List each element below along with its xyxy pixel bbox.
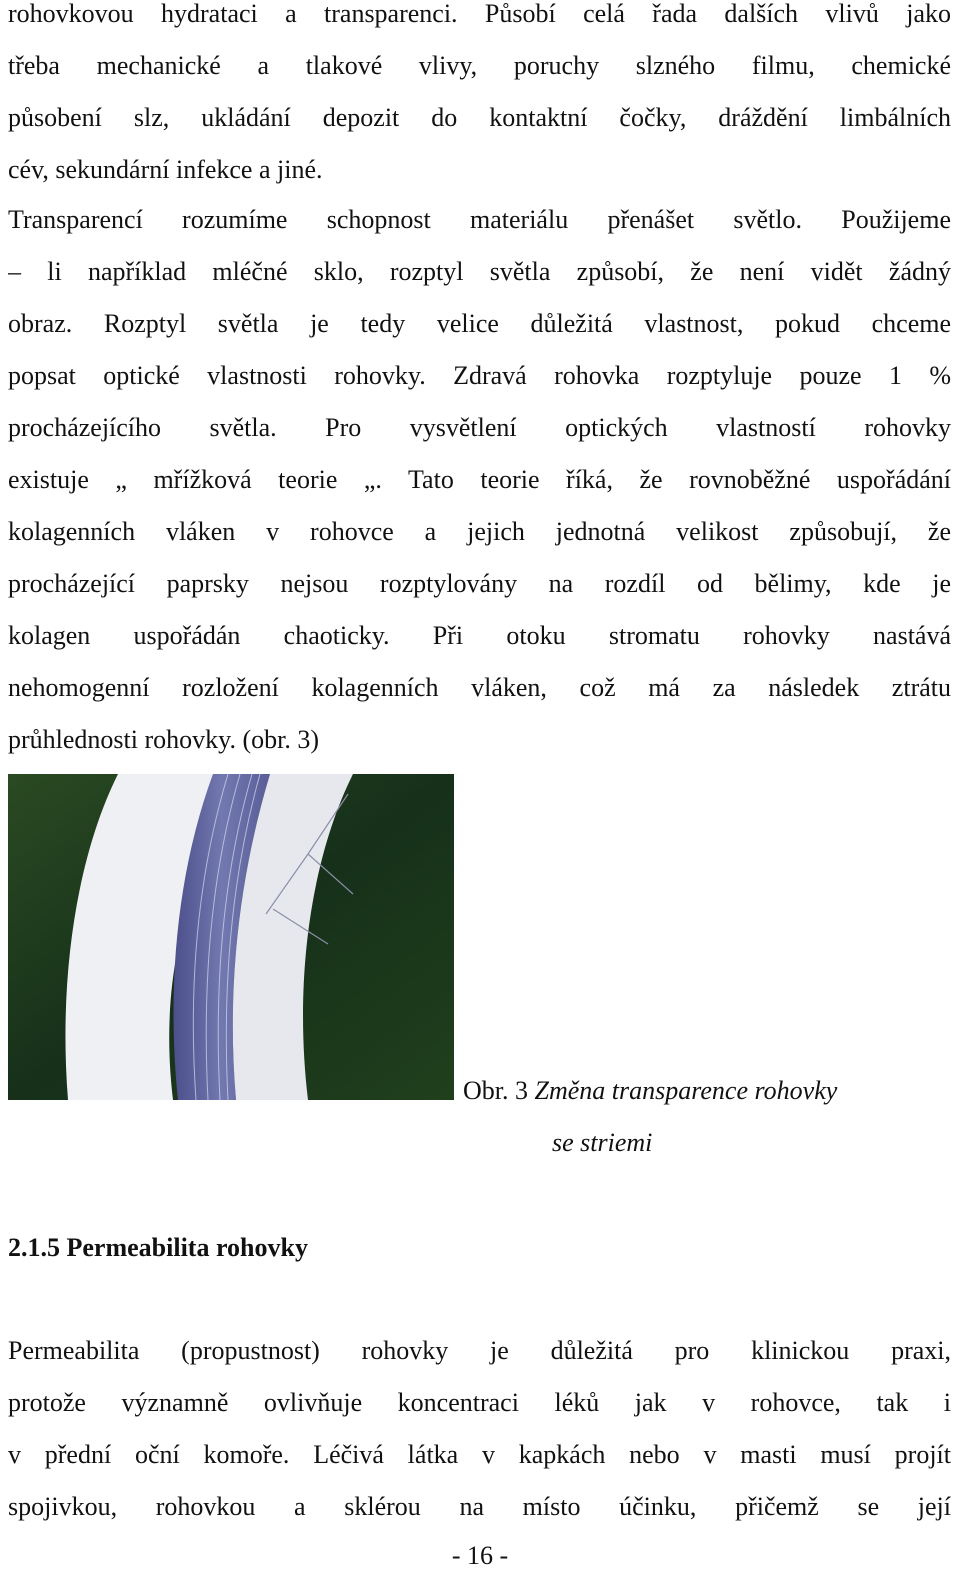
figure-title-line1: Změna transparence rohovky: [534, 1076, 838, 1105]
text-line: Transparencí rozumíme schopnost materiálu přenášet světlo. Použijeme: [8, 205, 951, 234]
text-line: rohovkovou hydrataci a transparenci. Působí celá řada dalších vlivů jako: [8, 0, 951, 28]
text-line: procházející paprsky nejsou rozptylovány na rozdíl od bělimy, kde je: [8, 569, 951, 598]
text-line: cév, sekundární infekce a jiné.: [8, 155, 323, 184]
text-line: kolagenních vláken v rohovce a jejich jednotná velikost způsobují, že: [8, 517, 951, 546]
figure-caption: [463, 1065, 837, 1169]
text-line: kolagen uspořádán chaoticky. Při otoku stromatu rohovky nastává: [8, 621, 951, 650]
text-line: Permeabilita (propustnost) rohovky je důležitá pro klinickou praxi,: [8, 1336, 951, 1365]
text-line: existuje „ mřížková teorie „. Tato teorie říká, že rovnoběžné uspořádání: [8, 465, 951, 494]
text-line: popsat optické vlastnosti rohovky. Zdravá rohovka rozptyluje pouze 1 %: [8, 361, 951, 390]
paragraph-1: [8, 0, 951, 196]
figure-title-line2: se striemi: [552, 1128, 653, 1157]
text-line: třeba mechanické a tlakové vlivy, poruchy slzného filmu, chemické: [8, 51, 951, 80]
text-line: působení slz, ukládání depozit do kontaktní čočky, dráždění limbálních: [8, 103, 951, 132]
text-line: průhlednosti rohovky. (obr. 3): [8, 725, 319, 754]
text-line: – li například mléčné sklo, rozptyl světla způsobí, že není vidět žádný: [8, 257, 951, 286]
text-line: protože významně ovlivňuje koncentraci léků jak v rohovce, tak i: [8, 1388, 951, 1417]
section-heading: 2.1.5 Permeabilita rohovky: [8, 1233, 308, 1262]
page-number: - 16 -: [451, 1541, 509, 1570]
text-line: v přední oční komoře. Léčivá látka v kapkách nebo v masti musí projít: [8, 1440, 951, 1469]
text-line: spojivkou, rohovkou a sklérou na místo účinku, přičemž se její: [8, 1492, 951, 1521]
text-line: obraz. Rozptyl světla je tedy velice důležitá vlastnost, pokud chceme: [8, 309, 951, 338]
text-line: procházejícího světla. Pro vysvětlení optických vlastností rohovky: [8, 413, 951, 442]
cornea-striae-photo: [8, 774, 454, 1100]
text-line: nehomogenní rozložení kolagenních vláken, což má za následek ztrátu: [8, 673, 951, 702]
cornea-photo-illustration: [8, 774, 454, 1100]
paragraph-3: [8, 1325, 951, 1533]
paragraph-2: [8, 194, 951, 766]
figure-label: Obr. 3: [463, 1076, 528, 1105]
